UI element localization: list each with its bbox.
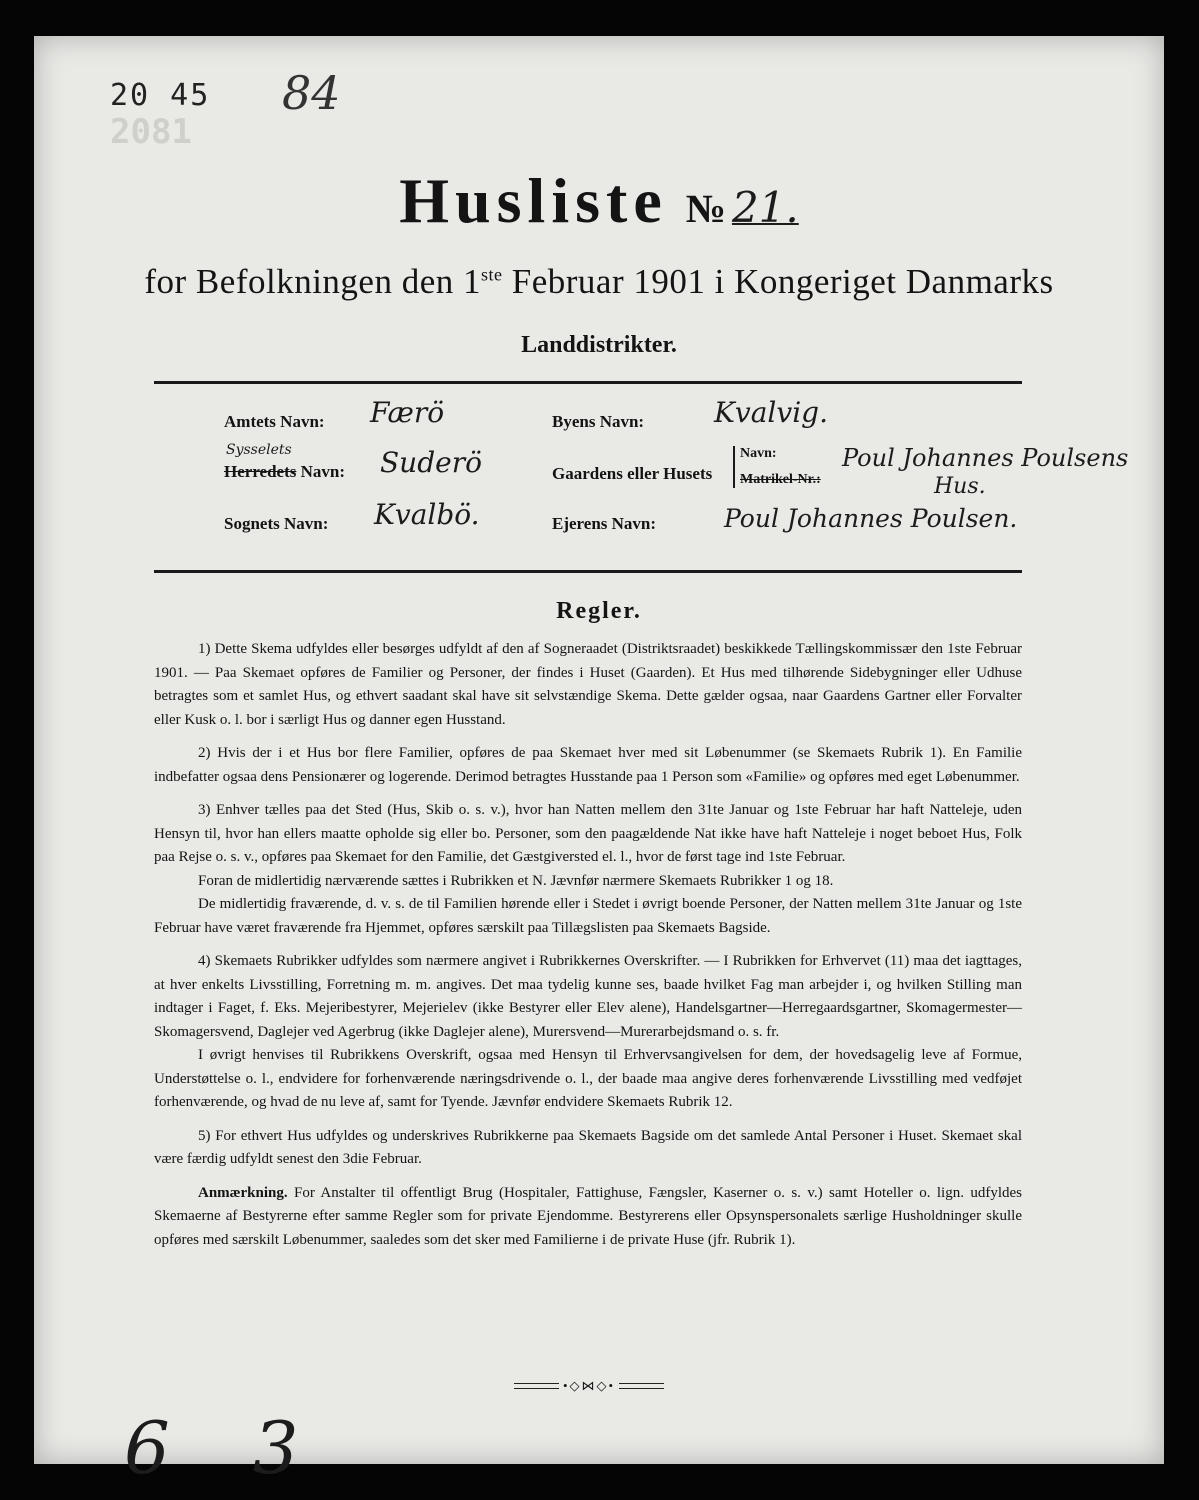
subtitle [34,262,1164,302]
rules-heading: Regler. [556,598,642,624]
gaard-label: Gaardens eller Husets [552,464,713,483]
ejer-label: Ejerens Navn: [552,514,657,533]
by-value: Kvalvig. [714,396,828,429]
document-page [34,36,1164,1490]
ornament-divider [514,1378,664,1393]
rule-paragraph: 1) Dette Skema udfyldes eller besørges udfyldt af den af Sogneraadet (Distriktsraadet) beskikkede Tællingskommissær den 1ste Februar 1901. — Paa Skemaet opføres de Familier og Personer, der findes i Huset (Gaarden). Et Hus med tilhørende Sidebygninger eller Udhuse betragtes som et samlet Hus, og ethvert saadant skal have sit selvstændige Skema. Dette gælder ogsaa, naar Gaardens Gartner eller Forvalter eller Kusk o. l. bor i særligt Hus og danner egen Husstand. [154,641,1022,728]
district-heading: Landdistrikter. [521,332,677,358]
house-list-number: 21. [731,183,799,232]
sogn-value: Kvalbö. [374,498,480,531]
stamp-number: 20 45 [110,78,211,113]
handwritten-page-number: 84 [282,66,341,120]
subtitle-sup: ste [481,264,503,285]
rule-paragraph: 4) Skemaets Rubrikker udfyldes som nærmere angivet i Rubrikkernes Overskrifter. — I Rubrikken for Erhvervet (11) maa det iagttages, at hver enkelts Livsstilling, Forretning m. m. angives. Det maa tydelig kunne ses, baade hvilket Fag man arbejder i, og hvilken Stilling man indtager i Faget, f. Eks. Mejeribestyrer, Mejerielev (ikke Bestyrer eller Elev alene), Handelsgartner—Herregaardsgartner, Skomagermester—Skomagersvend, Daglejer ved Agerbrug (ikke Daglejer alene), Murersvend—Murerarbejdsmand o. s. fr. [154,953,1022,1040]
gaard-matrikel-struck: Matrikel-Nr.: [740,472,821,487]
number-sign: № [685,186,726,231]
handwritten-bottom-number: 6 3 [124,1406,329,1490]
rule-paragraph: Foran de midlertidig nærværende sættes i Rubrikken et N. Jævnfør nærmere Skemaets Rubrikker 1 og 18. [198,872,834,889]
herred-struck-label: Herredets [224,462,297,481]
amt-value: Færö [370,396,445,429]
gaard-value-line2: Hus. [934,474,986,499]
rules-body [154,638,1022,1262]
herred-correction: Sysselets [226,442,292,458]
bracket [733,446,735,488]
sogn-label: Sognets Navn: [224,514,329,533]
subtitle-pre: for Befolkningen den 1 [144,262,481,301]
bottom-rule [154,570,1022,573]
herred-label: Navn: [300,462,346,481]
subtitle-post: Februar 1901 i Kongeriget Danmarks [502,262,1054,301]
rule-paragraph: De midlertidig fraværende, d. v. s. de til Familien hørende eller i Stedet i øvrigt boende Personer, der Natten mellem 31te Januar og 1ste Februar have været fraværende fra Hjemmet, opføres særskilt paa Tillægslisten paa Skemaets Bagside. [154,896,1022,936]
by-label: Byens Navn: [552,412,645,431]
page-title: Husliste [399,165,668,236]
rule-paragraph: I øvrigt henvises til Rubrikkens Overskrift, ogsaa med Hensyn til Erhvervsangivelsen for dem, der hovedsagelig leve af Formue, Understøttelse o. l., endvidere for forhenværende næringsdrivende o. l., der baade maa angive deres forhenværende Livsstilling med vedføjet forhenværende, og hvad de nu leve af, samt for Tyende. Jævnfør endvidere Skemaets Rubrik 12. [154,1047,1022,1110]
gaard-navn-label: Navn: [740,446,777,461]
rule-paragraph: 3) Enhver tælles paa det Sted (Hus, Skib o. s. v.), hvor han Natten mellem den 31te Januar og 1ste Februar har haft Natteleje, uden Hensyn til, hvor han ellers maatte opholde sig eller bo. Personer, som den paagældende Nat ikke have haft Natteleje i noget beboet Hus, Folk paa Rejse o. s. v., opføres paa Skemaet for den Familie, det Gæstgiversted el. l., hvor de først tage ind 1ste Februar. [154,802,1022,865]
faded-stamp: 2081 [110,112,192,152]
rule-paragraph: 5) For ethvert Hus udfyldes og underskrives Rubrikkerne paa Skemaets Bagside om det samlede Antal Personer i Huset. Skemaet skal være færdig udfyldt senest den 3die Februar. [154,1127,1022,1167]
herred-value: Suderö [380,446,482,479]
gaard-value: Poul Johannes Poulsens [842,444,1129,472]
herred-label-group [224,462,345,482]
rule-paragraph: 2) Hvis der i et Hus bor flere Familier, opføres de paa Skemaet hver med sit Løbenummer (se Skemaets Rubrik 1). En Familie indbefatter ogsaa dens Pensionærer og logerende. Derimod betragtes Husstande paa 1 Person som «Familie» og opføres med eget Løbenummer. [154,745,1022,785]
note-paragraph [154,1182,1022,1253]
title-block [34,164,1164,238]
ejer-value: Poul Johannes Poulsen. [724,504,1018,533]
ornament-glyph: •◇⋈◇• [559,1378,619,1393]
top-rule [154,381,1022,384]
note-label: Anmærkning. [198,1184,288,1201]
note-text: For Anstalter til offentligt Brug (Hospitaler, Fattighuse, Fængsler, Kaserner o. s. v.) samt Hoteller o. lign. udfyldes Skemaerne af Bestyrerne efter samme Regler som for private Ejendomme. Bestyrerens eller Opsynspersonalets særlige Husholdninger skulle opføres med særskilt Løbenummer, saaledes som det sker med Familierne i de private Huse (jfr. Rubrik 1). [154,1184,1023,1248]
amt-label: Amtets Navn: [224,412,325,431]
